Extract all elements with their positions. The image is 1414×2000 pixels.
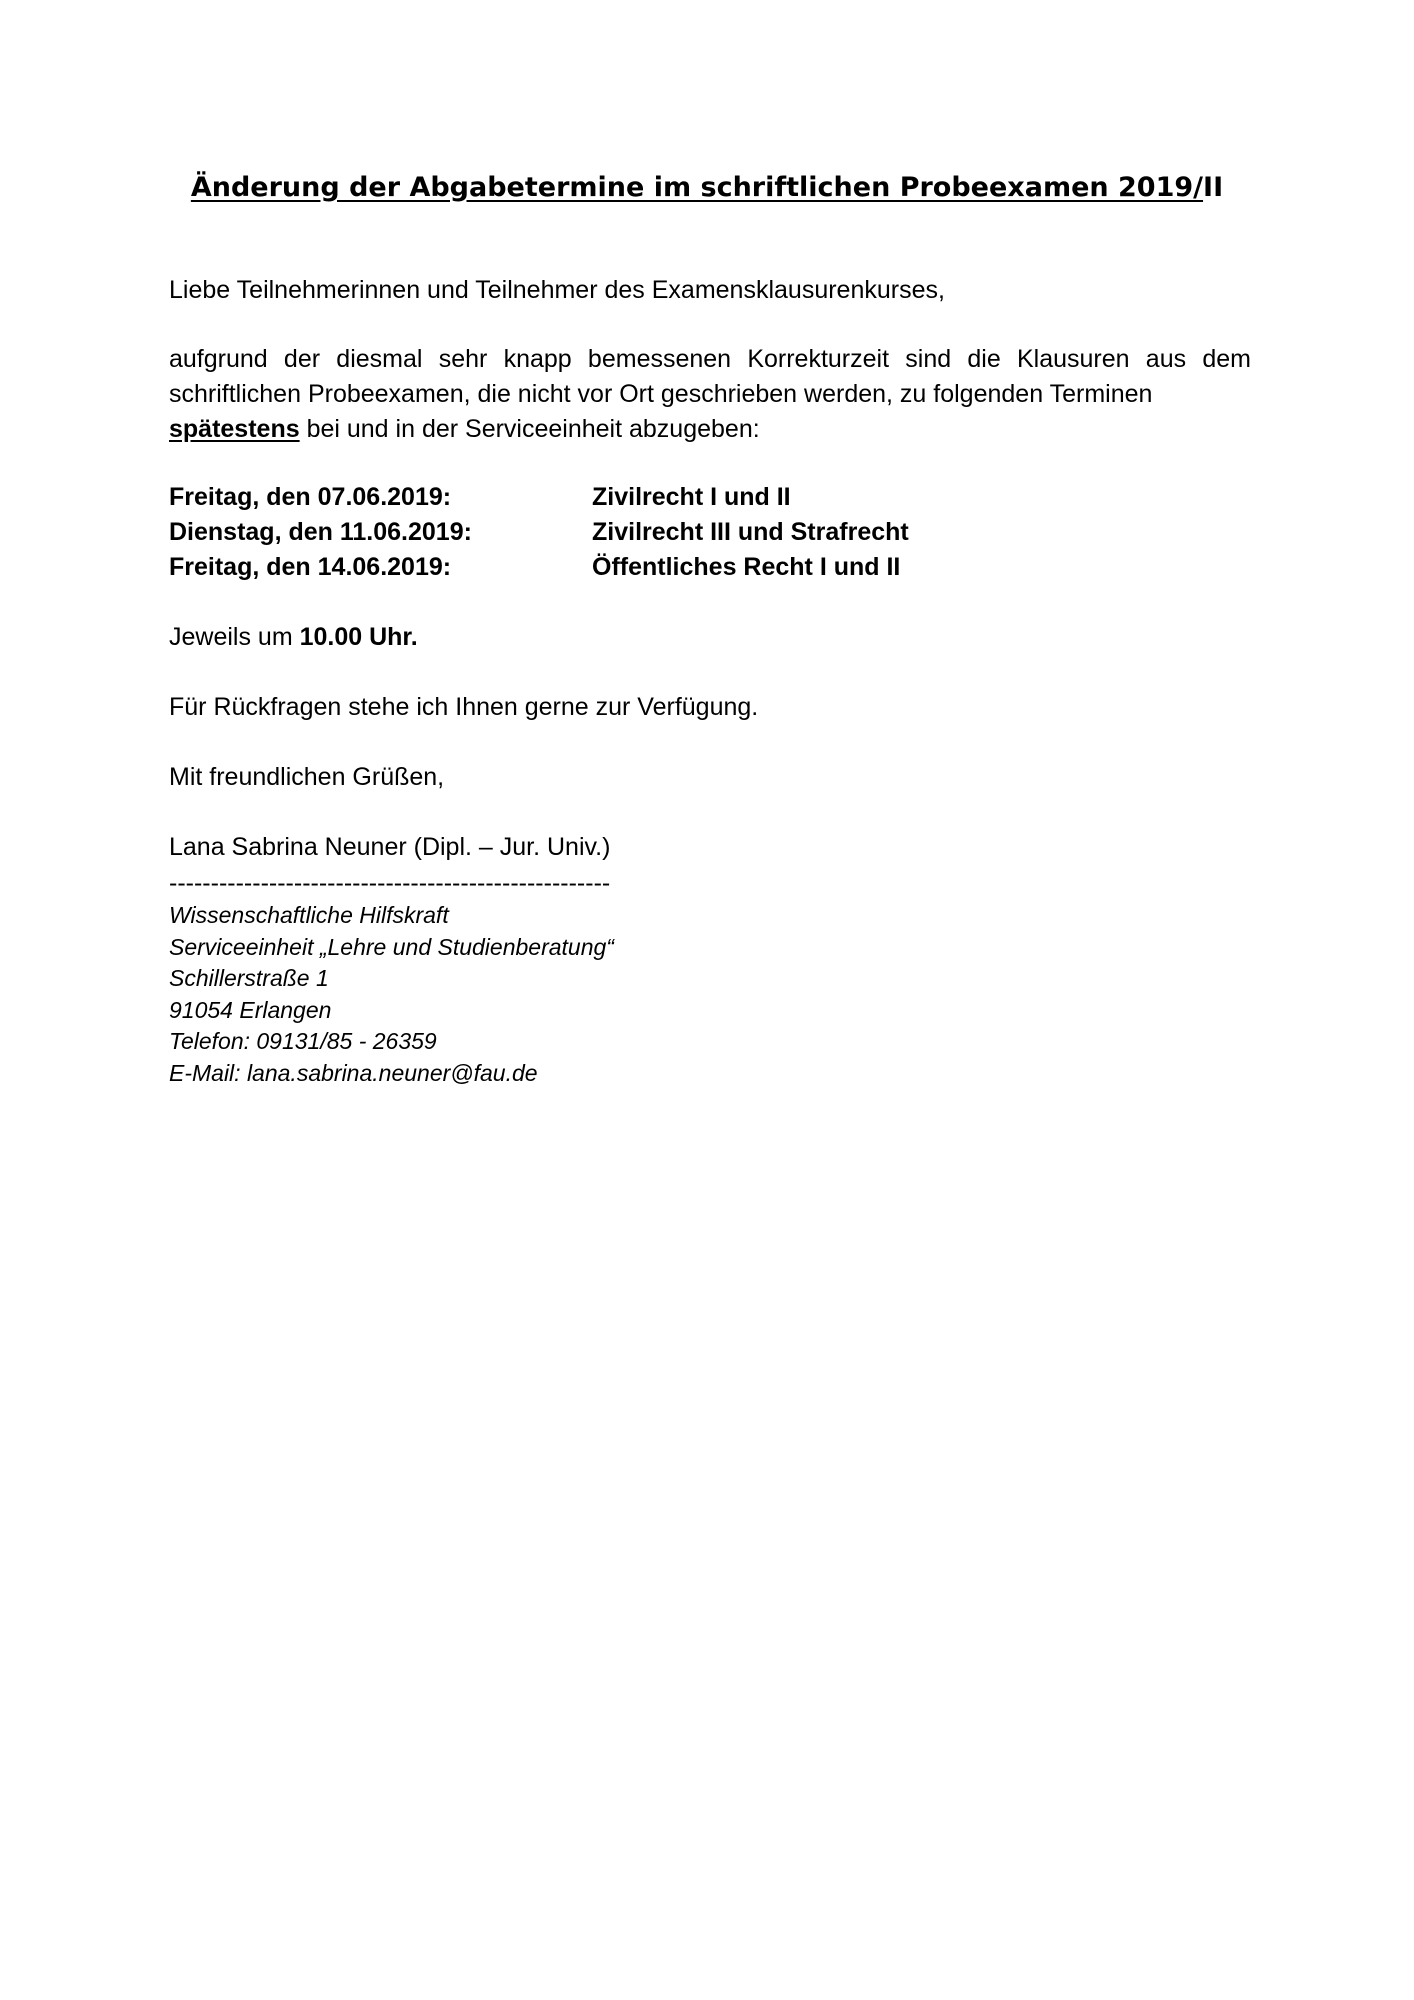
signature-phone: Telefon: 09131/85 - 26359 bbox=[169, 1028, 437, 1054]
schedule-date: Freitag, den 07.06.2019: bbox=[169, 483, 452, 511]
intro-text: aufgrund der diesmal sehr knapp bemessenen Korrekturzeit sind die Klausuren aus dem schriftlichen Probeexamen, die nicht vor Ort geschrieben werden, zu folgenden Terminen bbox=[169, 345, 1251, 408]
title-suffix: II bbox=[1203, 172, 1224, 203]
time-prefix: Jeweils um bbox=[169, 623, 300, 651]
schedule-row bbox=[169, 515, 1069, 550]
author-name: Lana Sabrina Neuner (Dipl. – Jur. Univ.) bbox=[169, 833, 611, 861]
schedule-subject: Öffentliches Recht I und II bbox=[592, 553, 901, 581]
intro-emphasis: spätestens bbox=[169, 415, 300, 443]
schedule-date: Freitag, den 14.06.2019: bbox=[169, 553, 452, 581]
document-title bbox=[0, 168, 1414, 208]
signature-city: 91054 Erlangen bbox=[169, 996, 332, 1023]
signature-email: E-Mail: lana.sabrina.neuner@fau.de bbox=[169, 1059, 538, 1086]
schedule-row bbox=[169, 550, 1069, 585]
closing-text: Mit freundlichen Grüßen, bbox=[169, 763, 445, 791]
time-note bbox=[169, 620, 1251, 655]
time-value: 10.00 Uhr. bbox=[299, 623, 418, 651]
schedule-table bbox=[169, 480, 1069, 585]
schedule-subject: Zivilrecht I und II bbox=[592, 483, 791, 511]
schedule-row bbox=[169, 480, 1069, 515]
intro-paragraph bbox=[169, 342, 1251, 447]
schedule-subject: Zivilrecht III und Strafrecht bbox=[592, 518, 909, 546]
intro-last-line bbox=[169, 412, 1251, 447]
intro-rest: bei und in der Serviceeinheit abzugeben: bbox=[299, 415, 760, 443]
signature-role: Wissenschaftliche Hilfskraft bbox=[169, 902, 449, 928]
greeting: Liebe Teilnehmerinnen und Teilnehmer des Examensklausurenkurses, bbox=[169, 276, 945, 304]
title-underlined: Änderung der Abgabetermine im schriftlichen Probeexamen 2019/ bbox=[190, 172, 1204, 203]
schedule-date: Dienstag, den 11.06.2019: bbox=[169, 518, 472, 546]
signature-divider: ----------------------------------------------------- bbox=[169, 869, 611, 897]
signature-block bbox=[169, 900, 614, 1089]
signature-street: Schillerstraße 1 bbox=[169, 965, 329, 991]
signature-unit: Serviceeinheit „Lehre und Studienberatung“ bbox=[169, 933, 614, 960]
questions-text: Für Rückfragen stehe ich Ihnen gerne zur Verfügung. bbox=[169, 693, 759, 721]
